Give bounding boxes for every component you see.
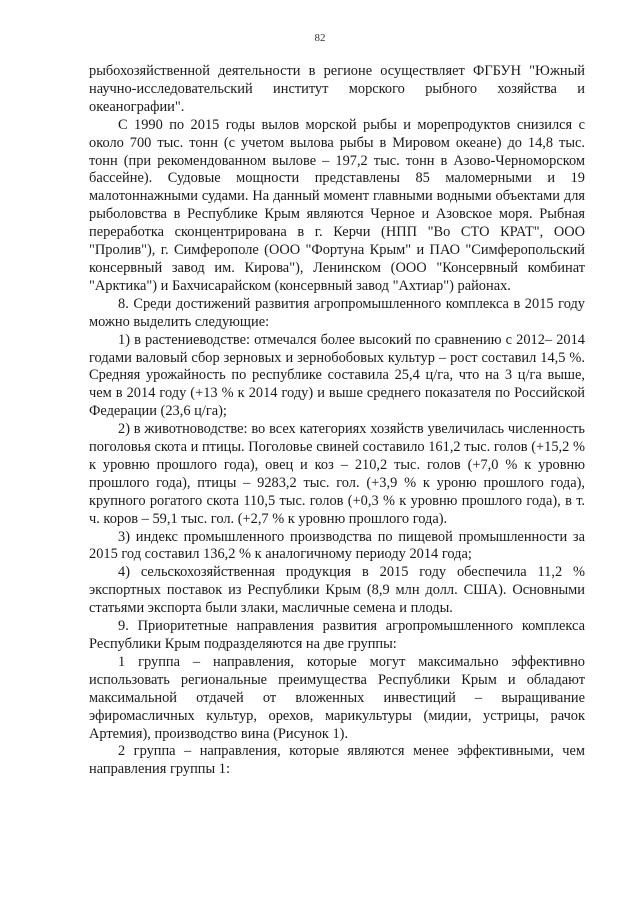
list-item: 2 группа – направления, которые являются менее эффективными, чем направления группы 1: — [89, 743, 585, 778]
page-number: 82 — [314, 32, 326, 44]
paragraph: 9. Приоритетные направления развития агропромышленного комплекса Республики Крым подразделяются на две группы: — [89, 618, 585, 652]
list-item: 1) в растениеводстве: отмечался более высокий по сравнению с 2012– 2014 годами валовый сбор зерновых и зернобобовых культур – рост составил 14,5 %. Средняя урожайность по республике составила 25,4 ц/га, что на 3 ц/га выше, чем в 2014 году (+13 % к 2014 году) и выше среднего показателя по Российской Федерации (23,6 ц/га); — [89, 331, 585, 420]
paragraph: С 1990 по 2015 годы вылов морской рыбы и морепродуктов снизился с около 700 тыс. тонн (с учетом вылова рыбы в Мировом океане) до 14,8 тыс. тонн (при рекомендованном вылове – 197,2 тыс. тонн в Азово-Черноморском бассейне). Судовые мощности представлены 85 маломерными и 19 малотоннажными судами. На данный момент главными водными объектами для рыболовства в Республике Крым являются Черное и Азовское моря. Рыбная переработка сконцентрирована в г. Керчи (НПП "Во СТО КРАТ", ООО "Пролив"), г. Симферополе (ООО "Фортуна Крым" и ПАО "Симферопольский консервный завод им. Кирова"), Ленинском (ООО "Консервный комбинат "Арктика") и Бахчисарайском (консервный завод "Ахтиар") районах. — [89, 116, 585, 294]
list-item: 2) в животноводстве: во всех категориях хозяйств увеличилась численность поголовья скота и птицы. Поголовье свиней составило 161,2 тыс. голов (+15,2 % к уровню прошлого года), овец и коз – 210,2 тыс. голов (+7,0 % к уровню прошлого года), птицы – 9283,2 тыс. гол. (+3,9 % к уроню прошлого года), крупного рогатого скота 110,5 тыс. голов (+0,3 % к уровню прошлого года), в т. ч. коров – 59,1 тыс. гол. (+2,7 % к уровню прошлого года). — [89, 421, 585, 527]
paragraph: 8. Среди достижений развития агропромышленного комплекса в 2015 году можно выделить следующие: — [89, 295, 585, 330]
paragraph: рыбохозяйственной деятельности в регионе осуществляет ФГБУН "Южный научно-исследовательский институт морского рыбного хозяйства и океанографии". — [89, 63, 585, 115]
list-item: 1 группа – направления, которые могут максимально эффективно использовать региональные преимущества Республики Крым и обладают максимальной отдачей от вложенных инвестиций – выращивание эфиромасличных культур, орехов, марикультуры (мидии, устрицы, рачок Артемия), производство вина (Рисунок 1). — [89, 653, 585, 742]
list-item: 4) сельскохозяйственная продукция в 2015 году обеспечила 11,2 % экспортных поставок из Республики Крым (8,9 млн долл. США). Основными статьями экспорта были злаки, масличные семена и плоды. — [89, 564, 585, 617]
document-body — [89, 63, 585, 779]
list-item: 3) индекс промышленного производства по пищевой промышленности за 2015 год составил 136,2 % к аналогичному периоду 2014 года; — [89, 528, 585, 563]
